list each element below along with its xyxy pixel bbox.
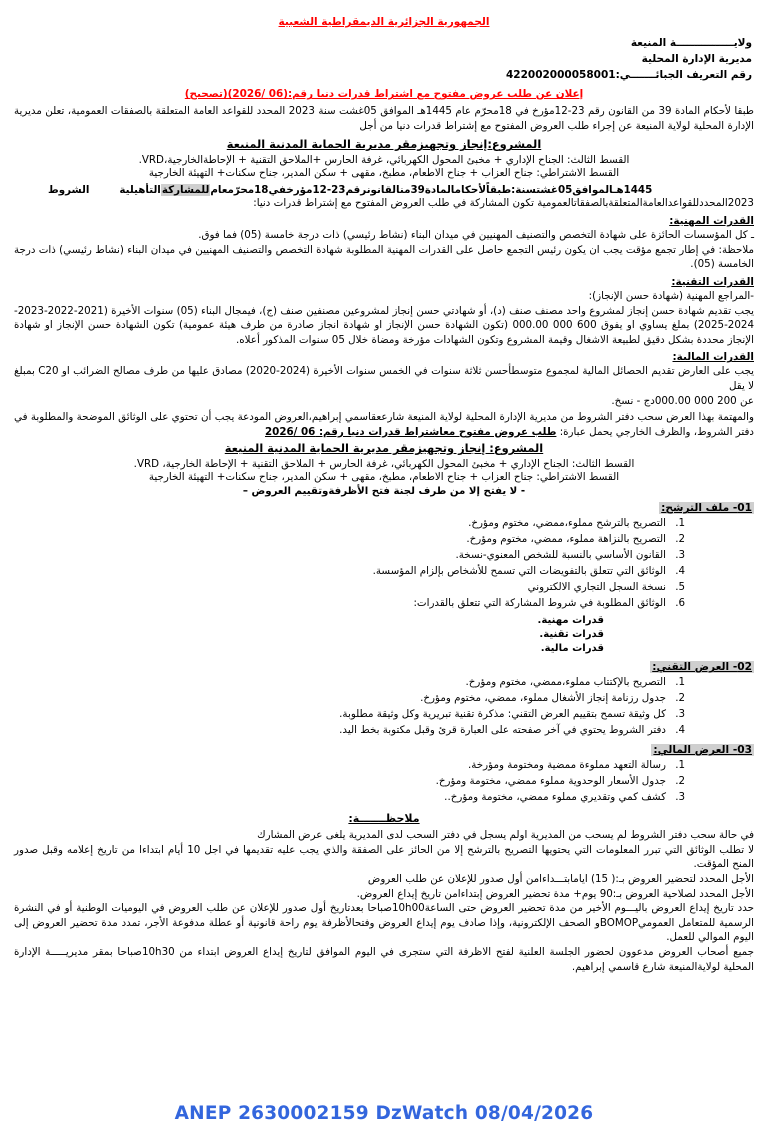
note-paragraph-1: في حالة سحب دفتر الشروط لم يسحب من المديرية اولم يسجل في دفتر السحب لدى المديرية يلغى عرض المشارك: [257, 829, 754, 842]
tax-id-line: [14, 68, 752, 84]
list-item: 3. كل وثيقة تسمح بتقييم العرض التقني: مذكرة تقنية تبريرية وكل وثيقة مطلوبة.: [14, 707, 672, 723]
section-candidature-heading-text: 01- ملف الترشح:: [661, 502, 752, 515]
project-heading-2: المشروع: إنجاز وتجهيزمقر مديرية الحماية المدنية المنيعة: [224, 441, 544, 456]
withdrawal-paragraph: [14, 410, 754, 439]
conditions-date-ref: 1445هـالموافق05غشتسنة: [515, 184, 653, 197]
technical-capacity-subtitle: -المراجع المهنية (شهادة حسن الإنجاز):: [588, 289, 754, 302]
financial-capacity-body: يجب على العارض تقديم الحصائل المالية لمجموع متوسطأحسن ثلاثة سنوات في الخمس سنوات الأخيرة (2024-2020) مصادق عليها من طرف مصالح الضرائب او C20 بمبلغ لا يقل: [14, 365, 754, 392]
list-item: 2. التصريح بالنزاهة مملوء، ممضي، مختوم ومؤرخ.: [14, 532, 672, 548]
wilaya-name: ولايــــــــــــــــة المنيعة: [630, 37, 752, 49]
withdrawal-text: والمهتمة بهذا العرض سحب دفتر الشروط من مديرية الإدارة المحلية لولاية المنيعة شارععقاسمي إبراهيم،العروض المودعة يجب أن تحتوي على الوثائق الموضحة والمطلوبة في دفتر الشروط، والظرف الخارجي يحمل عبارة:: [14, 411, 754, 438]
list-item: 4. الوثائق التي تتعلق بالتفويضات التي تسمح للأشخاص بإلزام المؤسسة.: [14, 564, 672, 580]
intro-paragraph: طبقا لأحكام المادة 39 من القانون رقم 23-12مؤرخ في 18محرّم عام 1445هـ الموافق 05غشت سنة 2023 المحدد للقواعد العامة المتعلقة بالصفقات العمومية، تعلن مديرية الإدارة المحلية لولاية المنيعة عن إجراء طلب العروض المفتوح مع إشتراط قدرات دنيا من أجل: [14, 105, 754, 132]
conditions-word-tahiliya: التأهيلية: [119, 184, 161, 197]
project2-lot-social: القسط الاشتراطي: جناح العزاب + جناح الاطعام، مطبخ، مقهى + سكن المدير، جناح سكنات+ التهيئة الخارجية: [148, 471, 620, 484]
professional-capacity-label: القدرات المهنية:: [669, 215, 754, 228]
list-item: 6. الوثائق المطلوبة في شروط المشاركة التي تتعلق بالقدرات:: [14, 596, 672, 612]
conditions-legal-ref: :طبقاًلأحكامالمادة39منالقانونرقم23-12مؤرخفي18محرّمعام: [210, 184, 516, 197]
section-technical-offer-heading: [14, 661, 754, 673]
conditions-word-shurut: الشروط: [48, 184, 90, 197]
note-paragraph-2: لا تطلب الوثائق التي تبرر المعلومات التي يحتويها التصريح بالترشح إلا من الحائز على الصفقة والذي يجب عليه تقديمها في اجل 10 أيام ابتداءا من تاريخ إعلامه وقبل صدور المنح المؤقت.: [14, 843, 754, 871]
financial-capacity-label: القدرات المالية:: [672, 351, 754, 364]
list-item: 5. نسخة السجل التجاري الالكتروني: [14, 580, 672, 596]
section-financial-offer-heading-text: 03- العرض المالي:: [653, 744, 752, 757]
project-heading: المشروع:إنجاز وتجهيزمقر مديرية الحماية المدنية المنيعة: [226, 137, 542, 152]
capacity-sub-financial: قدرات مالية.: [540, 643, 604, 655]
tax-id-value: 422002000058001: [505, 68, 616, 81]
envelope-phrase: طلب عروض مفتوح معاشتراط قدرات دنيا رقم: 06 /2026: [264, 425, 557, 438]
announcement-title: إعلان عن طلب عروض مفتوح مع اشتراط قدرات دنيا رقم:(06 /2026)(تصحيح): [184, 88, 584, 101]
list-item: 2. جدول الأسعار الوحدوية مملوء ممضي، مختومة ومؤرخ.: [14, 774, 672, 790]
capacity-sub-technical: قدرات تقنية.: [539, 629, 604, 641]
note-paragraph-3: الأجل المحدد لتحضير العروض بـ:( 15) ايامابتـــداءامن أول صدور للإعلان عن طلب العروض: [367, 872, 754, 885]
list-item: 1. التصريح بالإكتتاب مملوء،ممضي، مختوم ومؤرخ.: [14, 675, 672, 691]
list-item: 3. القانون الأساسي بالنسبة للشخص المعنوي-نسخة.: [14, 548, 672, 564]
do-not-open-notice: - لا يفتح إلا من طرف لجنة فتح الأظرفةوتقييم العروض –: [242, 486, 526, 498]
list-item: 3. كشف كمي وتقديري مملوء ممضي، مختومة ومؤرخ..: [14, 790, 672, 806]
section-technical-offer-heading-text: 02- العرض التقني:: [652, 661, 752, 674]
technical-capacity-label: القدرات التقنية:: [671, 275, 754, 288]
capacity-sub-professional: قدرات مهنية.: [537, 615, 604, 627]
professional-capacity-line: ـ كل المؤسسات الحائزة على شهادة التخصص والتصنيف المهنيين في ميدان البناء (نشاط رئيسي) ذات درجة خامسة (05) فما فوق.: [198, 229, 754, 242]
candidature-requirements-list: [14, 516, 694, 612]
project-lot-three: القسط الثالث: الجناح الإداري + مخبئ المحول الكهربائي، غرفة الحارس +الملاحق التقنية + الإحاطةالخارجية،VRD.: [138, 154, 630, 167]
project-lot-social: القسط الاشتراطي: جناح العزاب + جناح الاطعام، مطبخ، مقهى + سكن المدير، جناح سكنات+ التهيئة الخارجية: [148, 167, 620, 180]
anep-footer: ANEP 2630002159 DzWatch 08/04/2026: [174, 1103, 594, 1124]
technical-capacity-body: يجب تقديم شهادة حسن إنجاز لمشروع واحد مصنف صنف (د)، أو شهادتي حسن إنجاز لمشروعين مصنفين صنف (ج)، فيمجال البناء (05) سنوات الأخيرة (2021-2022-2023-2024-2025) بملغ يساوي او يفوق 600 000 000.00 (تكون الشهادة حسن الإنجاز او شهادة انجاز صادرة من طرف هيئة عمومية) تكون الشهادة حسن الإنجاز او شهادة الإنجاز محددة بشكل دقيق لطبيعة الاشغال وقيمة المشروع وتكون الشهادات مؤرخة ومضاة خلال 05 سنوات المذكور أعلاه.: [14, 304, 755, 346]
directorate-name: مديرية الإدارة المحلية: [641, 52, 752, 65]
list-item: 1. التصريح بالترشح مملوء،ممضي، مختوم ومؤرخ.: [14, 516, 672, 532]
project2-lot-three: القسط الثالث: الجناح الإداري + مخبئ المحول الكهربائي، غرفة الحارس + الملاحق التقنية + الإحاطة الخارجية، VRD.: [133, 458, 635, 471]
professional-capacity-note: ملاحظة: في إطار تجمع مؤقت يجب ان يكون رئيس التجمع حاصل على القدرات المهنية المطلوبة شهادة التخصص والتصنيف المهنيين في ميدان البناء (نشاط رئيسي) ذات درجة الخامسة (05).: [14, 243, 754, 271]
note-paragraph-5: حدد تاريخ إيداع العروض باليـــوم الأخير من مدة تحضير العروض حتى الساعة10h00صباحا بعدتاريخ أول صدور للإعلان عن طلب العروض في اليوميات الوطنية أو في النشرة الرسمية للمتعامل العموميBOMOPو الصحف الإلكترونية، وإذا صادف يوم إيداع العروض وفتحالأظرفة يوم راحة قانونية أو عطلة مدفوعة الأجر، تمدد مدة تحضير العروض إلى اليوم الموالي للعمل.: [14, 902, 755, 944]
conditions-word-musharaka: للمشاركة: [161, 184, 210, 197]
list-item: 1. رسالة التعهد مملوءة ممضية ومختومة ومؤرخة.: [14, 758, 672, 774]
conditions-tail-paragraph: 2023المحددللقواعدالعامةالمتعلقةبالصفقاتالعمومية تكون المشاركة في طلب العروض المفتوح مع إشتراط قدرات دنيا:: [253, 197, 754, 210]
financial-capacity-amount: عن 200 000 000.00دج - نسخ.: [611, 394, 754, 407]
note-heading: ملاحظـــــــة:: [348, 812, 420, 826]
republic-title: الجمهورية الجزائرية الديمقراطية الشعبية: [278, 16, 490, 28]
note-paragraph-4: الأجل المحدد لصلاحية العروض بـ:90 يوم+ مدة تحضير العروض إبتداءامن تاريخ إيداع العروض.: [356, 887, 754, 900]
issuer-block: [14, 36, 754, 83]
list-item: 2. جدول رزنامة إنجاز الأشغال مملوء، ممضي، مختوم ومؤرخ.: [14, 691, 672, 707]
tax-id-label: رقم التعريف الجبائـــــــي:: [615, 68, 752, 81]
note-paragraph-6: جميع أصحاب العروض مدعوون لحضور الجلسة العلنية لفتح الاظرفة التي ستجرى في اليوم الموافق لتاريخ إيداع العروض ابتداء من 10h30صباحا بمقر مديريـــــة الإدارة المحلية لولايةالمنيعة شارع قاسمي إبراهيم.: [14, 946, 754, 973]
financial-offer-requirements-list: [14, 758, 694, 806]
list-item: 4. دفتر الشروط يحتوي في آخر صفحته على العبارة قرئ وقبل مكتوبة بخط اليد.: [14, 723, 672, 739]
qualification-conditions-banner: [14, 184, 754, 196]
section-candidature-heading: [14, 502, 754, 514]
section-financial-offer-heading: [14, 744, 754, 756]
technical-offer-requirements-list: [14, 675, 694, 739]
